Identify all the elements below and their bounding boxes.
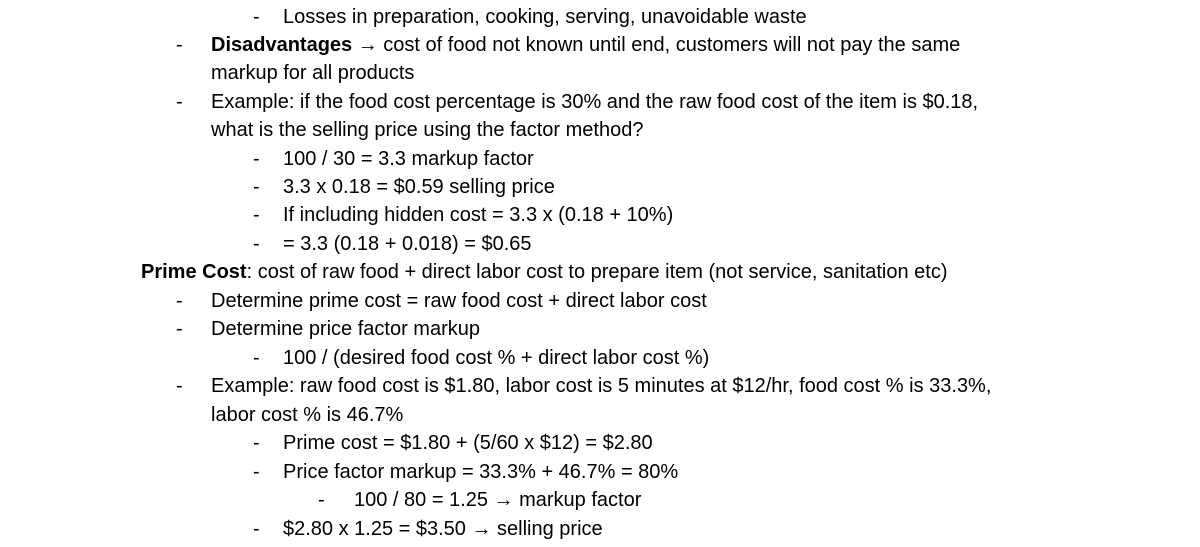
text-line [141,258,947,286]
text-line: If including hidden cost = 3.3 x (0.18 + 10%) [283,204,674,226]
text-run: → cost of food not known until end, customers will not pay the same [352,34,961,56]
text-line: Determine prime cost = raw food cost + direct labor cost [211,290,707,312]
bullet-dash: - [253,148,260,170]
bullet-dash: - [176,91,183,113]
text-line: labor cost % is 46.7% [211,404,404,426]
text-line: = 3.3 (0.18 + 0.018) = $0.65 [283,233,532,255]
bullet-dash: - [176,375,183,397]
bullet-dash: - [253,347,260,369]
bullet-dash: - [253,6,260,28]
bullet-dash: - [176,290,183,312]
bullet-dash: - [176,34,183,56]
bullet-dash: - [253,432,260,454]
bullet-dash: - [318,489,325,511]
text-line: Example: raw food cost is $1.80, labor cost is 5 minutes at $12/hr, food cost % is 33.3%, [211,375,992,397]
text-line: Determine price factor markup [211,318,480,340]
text-line: 100 / (desired food cost % + direct labor cost %) [283,347,710,369]
text-line: Example: if the food cost percentage is 30% and the raw food cost of the item is $0.18, [211,91,979,113]
bullet-dash: - [176,318,183,340]
text-line: 100 / 80 = 1.25 → markup factor [354,489,642,511]
text-line: Price factor markup = 33.3% + 46.7% = 80% [283,461,679,483]
bold-term: Disadvantages [211,34,353,56]
bold-term: Prime Cost [141,261,247,283]
text-line: $2.80 x 1.25 = $3.50 → selling price [283,518,603,540]
bullet-dash: - [253,204,260,226]
text-line: 3.3 x 0.18 = $0.59 selling price [283,176,555,198]
text-line [211,31,960,59]
bullet-dash: - [253,461,260,483]
text-line: markup for all products [211,62,415,84]
bullet-dash: - [253,233,260,255]
text-line: Prime cost = $1.80 + (5/60 x $12) = $2.80 [283,432,653,454]
bullet-dash: - [253,176,260,198]
text-line: Losses in preparation, cooking, serving, unavoidable waste [283,6,807,28]
text-run: : cost of raw food + direct labor cost to prepare item (not service, sanitation etc) [246,261,948,283]
text-line: 100 / 30 = 3.3 markup factor [283,148,534,170]
text-line: what is the selling price using the factor method? [211,119,644,141]
bullet-dash: - [253,518,260,540]
